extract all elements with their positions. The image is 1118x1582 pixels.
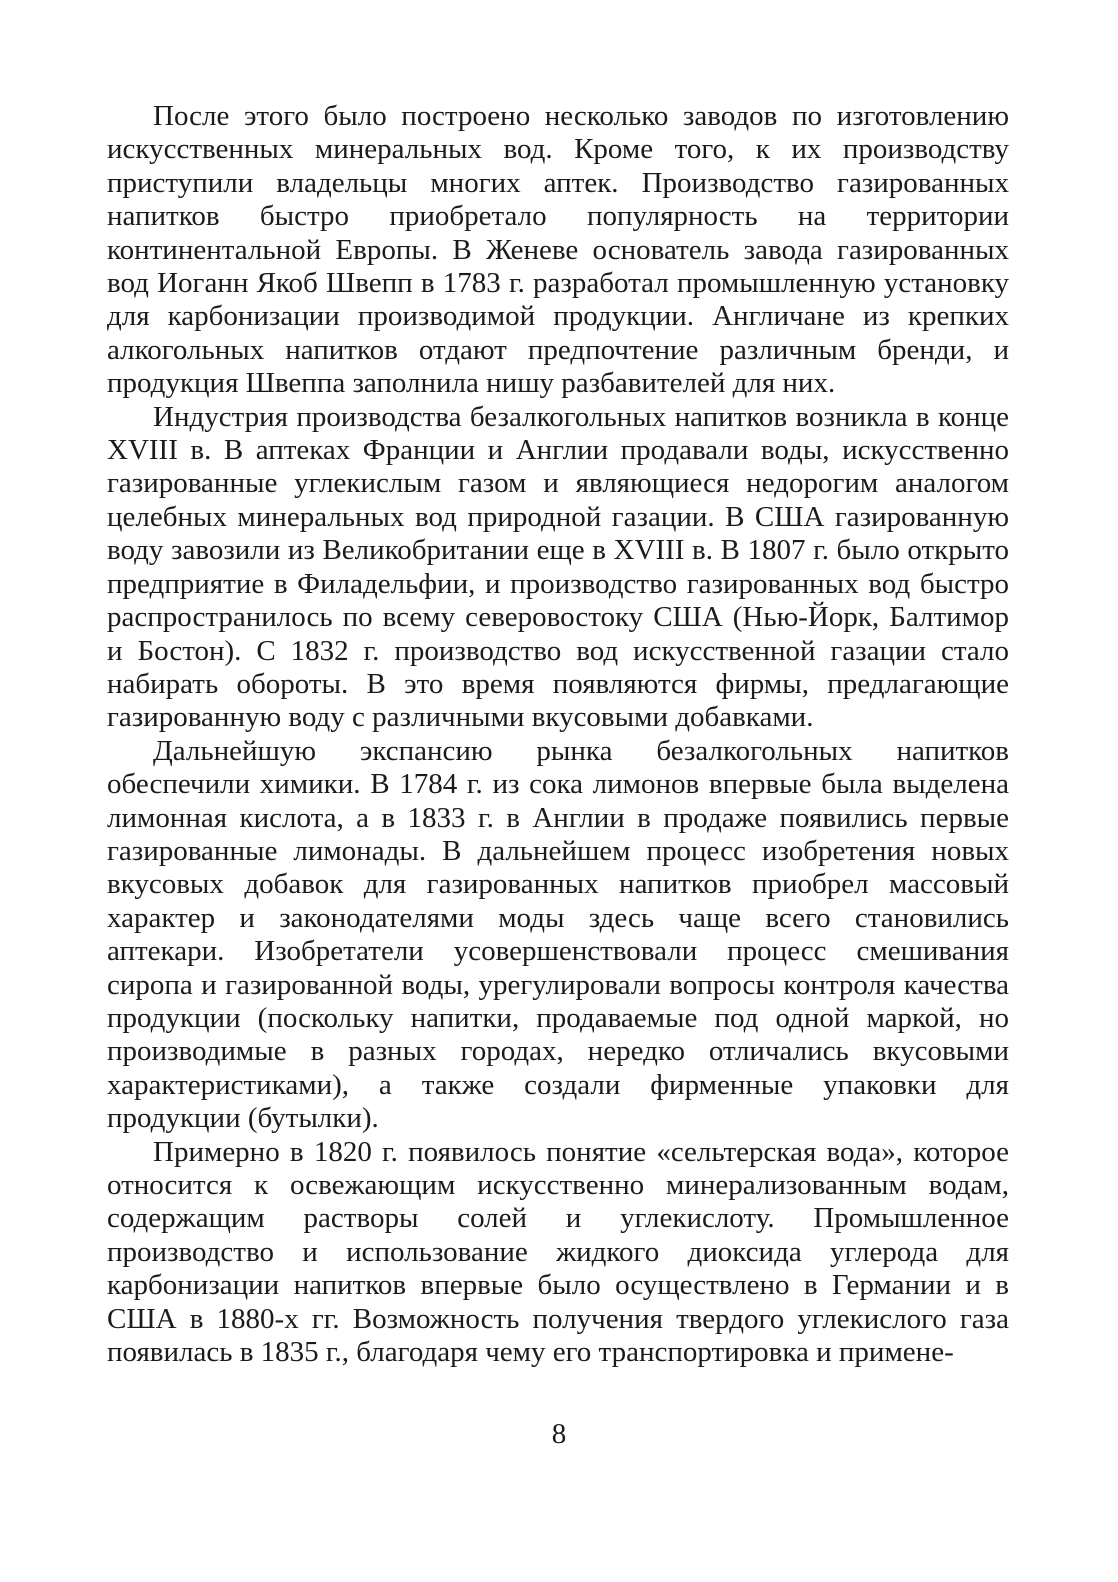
- paragraph: Примерно в 1820 г. появилось понятие «сельтерская вода», которое относится к освежающим искусственно минерализованным водам, содержащим растворы солей и углекислоту. Промышленное производство и использование жидкого диоксида углерода для карбонизации напитков впервые было осуществлено в Германии и в США в 1880-х гг. Возможность получения твердого углекислого газа появилась в 1835 г., благодаря чему его транспортировка и примене-: [107, 1135, 1009, 1369]
- paragraph: Индустрия производства безалкогольных напитков возникла в конце XVIII в. В аптеках Франции и Англии продавали воды, искусственно газированные углекислым газом и являющиеся недорогим аналогом целебных минеральных вод природной газации. В США газированную воду завозили из Великобритании еще в XVIII в. В 1807 г. было открыто предприятие в Филадельфии, и производство газированных вод быстро распространилось по всему северовостоку США (Нью-Йорк, Балтимор и Бостон). С 1832 г. производство вод искусственной газации стало набирать обороты. В это время появляются фирмы, предлагающие газированную воду с различными вкусовыми добавками.: [107, 400, 1009, 734]
- paragraph: После этого было построено несколько заводов по изготовлению искусственных минеральных вод. Кроме того, к их производству приступили владельцы многих аптек. Производство газированных напитков быстро приобретало популярность на территории континентальной Европы. В Женеве основатель завода газированных вод Иоганн Якоб Швепп в 1783 г. разработал промышленную установку для карбонизации производимой продукции. Англичане из крепких алкогольных напитков отдают предпочтение различным бренди, и продукция Швеппа заполнила нишу разбавителей для них.: [107, 100, 1009, 400]
- page-number: 8: [551, 1418, 567, 1450]
- page-body: [107, 100, 1009, 1369]
- paragraph: Дальнейшую экспансию рынка безалкогольных напитков обеспечили химики. В 1784 г. из сока лимонов впервые была выделена лимонная кислота, а в 1833 г. в Англии в продаже появились первые газированные лимонады. В дальнейшем процесс изобретения новых вкусовых добавок для газированных напитков приобрел массовый характер и законодателями моды здесь чаще всего становились аптекари. Изобретатели усовершенствовали процесс смешивания сиропа и газированной воды, урегулировали вопросы контроля качества продукции (поскольку напитки, продаваемые под одной маркой, но производимые в разных городах, нередко отличались вкусовыми характеристиками), а также создали фирменные упаковки для продукции (бутылки).: [107, 734, 1009, 1135]
